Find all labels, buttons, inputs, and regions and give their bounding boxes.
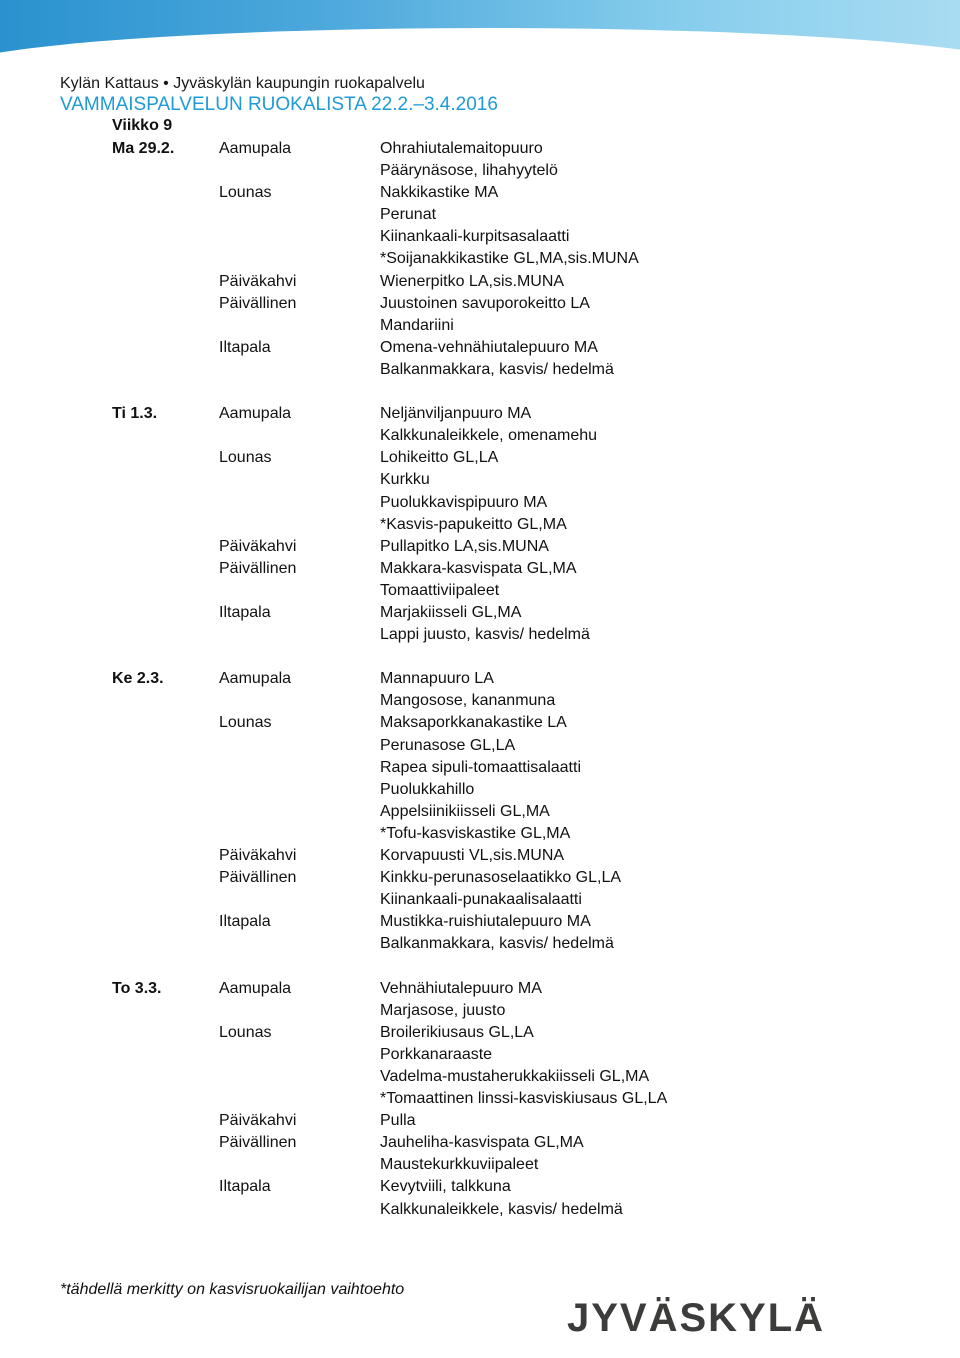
dish-item: Jauheliha-kasvispata GL,MA [380,1134,584,1152]
dish-item: Lohikeitto GL,LA [380,449,499,467]
dish-item: Porkkanaraaste [380,1045,493,1063]
menu-row [0,492,960,514]
dish-item: Ohrahiutalemaitopuuro [380,140,543,157]
dish-item: Balkanmakkara, kasvis/ hedelmä [380,935,614,953]
menu-row [0,248,960,270]
dish-item: Juustoinen savuporokeitto LA [380,294,590,312]
menu-row [0,204,960,226]
meal-label: Lounas [219,1023,272,1041]
menu-row [0,160,960,182]
dish-item: Wienerpitko LA,sis.MUNA [380,272,565,290]
menu-row [0,757,960,779]
dish-item: Korvapuusti VL,sis.MUNA [380,847,565,864]
document-header [60,74,498,116]
meal-label: Iltapala [219,1178,271,1196]
day-spacer [0,955,960,977]
menu-row [0,226,960,248]
menu-row [0,138,960,160]
menu-row [0,668,960,690]
meal-label: Päiväkahvi [219,847,297,864]
meal-label: Lounas [219,449,272,467]
week-label: Viikko 9 [112,117,173,134]
dish-item: Kalkkunaleikkele, omenamehu [380,427,598,445]
footnote: *tähdellä merkitty on kasvisruokailijan vaihtoehto [60,1281,405,1298]
dish-item: Omena-vehnähiutalepuuro MA [380,338,598,356]
dish-item: Kevytviili, talkkuna [380,1178,511,1196]
menu-row [0,182,960,204]
menu-row [0,359,960,381]
menu-row [0,845,960,867]
dish-item: Lappi juusto, kasvis/ hedelmä [380,626,590,644]
day-label: Ti 1.3. [112,405,158,423]
day-label: Ke 2.3. [112,670,164,688]
dish-item: Vadelma-mustaherukkakiisseli GL,MA [380,1067,650,1085]
menu-row [0,1132,960,1154]
menu-row [0,536,960,558]
dish-item: Mannapuuro LA [380,670,494,688]
meal-label: Päivällinen [219,1134,297,1152]
menu-row [0,1022,960,1044]
meal-label: Lounas [219,184,272,202]
dish-item: Marjasose, juusto [380,1001,506,1019]
jyvaskyla-logo: JYVÄSKYLÄ [567,1296,826,1340]
dish-item: Appelsiinikiisseli GL,MA [380,802,550,820]
menu-row [0,889,960,911]
dish-item: Broilerikiusaus GL,LA [380,1023,534,1041]
menu-row [0,1088,960,1110]
dish-item: *Soijanakkikastike GL,MA,sis.MUNA [380,250,639,268]
dish-item: Puolukkavispipuuro MA [380,493,548,511]
menu-row [0,403,960,425]
dish-item: Mustikka-ruishiutalepuuro MA [380,913,591,931]
menu-row [0,1044,960,1066]
menu-row [0,735,960,757]
dish-item: *Tofu-kasviskastike GL,MA [380,824,571,842]
menu-row [0,712,960,734]
dish-item: Mandariini [380,316,454,334]
menu-row [0,580,960,602]
dish-item: Kinkku-perunasoselaatikko GL,LA [380,869,622,887]
menu-title: VAMMAISPALVELUN RUOKALISTA 22.2.–3.4.2016 [60,94,498,115]
dish-item: Kiinankaali-kurpitsasalaatti [380,228,570,246]
dish-item: Marjakiisseli GL,MA [380,603,522,621]
menu-row [0,1110,960,1132]
menu-row [0,469,960,491]
meal-label: Aamupala [219,979,292,997]
meal-label: Iltapala [219,913,271,931]
meal-label: Lounas [219,714,272,732]
menu-row [0,978,960,1000]
menu-row [0,337,960,359]
menu-row [0,1000,960,1022]
meal-label: Päiväkahvi [219,272,297,290]
dish-item: Päärynäsose, lihahyytelö [380,162,558,180]
dish-item: Mangosose, kananmuna [380,692,556,710]
menu-row [0,779,960,801]
menu-row [0,602,960,624]
menu-row [0,911,960,933]
menu-row [0,867,960,889]
meal-label: Aamupala [219,140,292,157]
dish-item: Perunat [380,206,437,224]
menu-row [0,1176,960,1198]
menu-row [0,801,960,823]
menu-row [0,293,960,315]
meal-label: Päiväkahvi [219,1112,297,1130]
meal-label: Iltapala [219,338,271,356]
dish-item: Puolukkahillo [380,780,475,798]
meal-label: Päivällinen [219,294,297,312]
menu-row [0,1199,960,1221]
menu-row [0,823,960,845]
meal-label: Aamupala [219,670,292,688]
org-line: Kylän Kattaus • Jyväskylän kaupungin ruokapalvelu [60,75,425,92]
menu-row [0,558,960,580]
menu-row [0,690,960,712]
menu-table [0,138,960,1221]
day-label: To 3.3. [112,979,162,997]
dish-item: Maustekurkkuviipaleet [380,1156,539,1174]
meal-label: Päivällinen [219,559,297,577]
menu-row [0,514,960,536]
dish-item: Neljänviljanpuuro MA [380,405,532,423]
dish-item: Perunasose GL,LA [380,736,516,754]
dish-item: *Tomaattinen linssi-kasviskiusaus GL,LA [380,1090,668,1108]
meal-label: Päiväkahvi [219,537,297,555]
meal-label: Päivällinen [219,869,297,887]
dish-item: Vehnähiutalepuuro MA [380,979,542,997]
band-wave-shape [0,28,960,80]
day-spacer [0,646,960,668]
dish-item: Kiinankaali-punakaalisalaatti [380,891,582,909]
menu-row [0,315,960,337]
meal-label: Iltapala [219,603,271,621]
dish-item: Nakkikastike MA [380,184,499,202]
dish-item: Makkara-kasvispata GL,MA [380,559,577,577]
menu-row [0,1154,960,1176]
day-label: Ma 29.2. [112,140,175,157]
meal-label: Aamupala [219,405,292,423]
menu-row [0,425,960,447]
dish-item: Kurkku [380,471,430,489]
day-spacer [0,381,960,403]
menu-row [0,447,960,469]
top-decorative-band [0,0,960,80]
dish-item: Maksaporkkanakastike LA [380,714,567,732]
dish-item: Rapea sipuli-tomaattisalaatti [380,758,581,776]
dish-item: Tomaattiviipaleet [380,581,500,599]
dish-item: Pulla [380,1112,416,1130]
menu-row [0,1066,960,1088]
dish-item: Kalkkunaleikkele, kasvis/ hedelmä [380,1200,623,1218]
menu-row [0,271,960,293]
dish-item: Pullapitko LA,sis.MUNA [380,537,549,555]
dish-item: *Kasvis-papukeitto GL,MA [380,515,567,533]
menu-row [0,933,960,955]
dish-item: Balkanmakkara, kasvis/ hedelmä [380,360,614,378]
menu-row [0,624,960,646]
